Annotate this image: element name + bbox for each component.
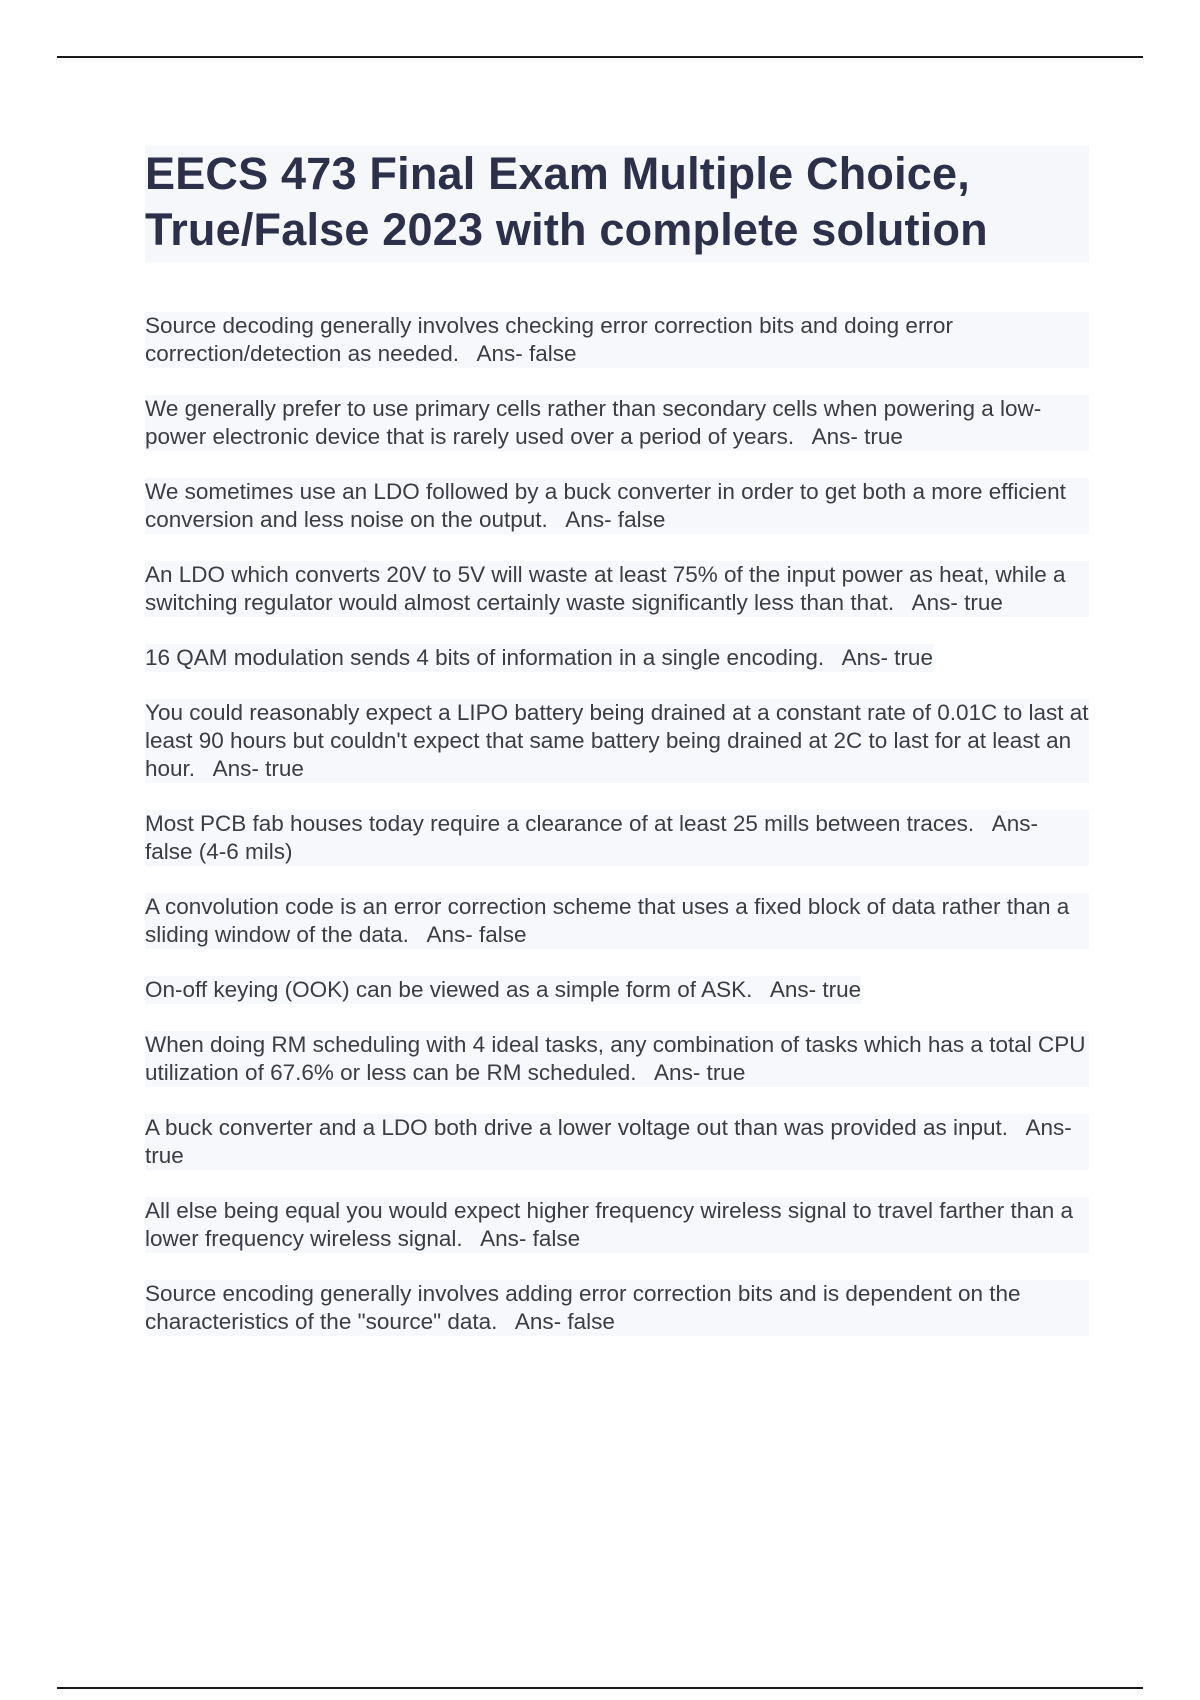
- qa-item: [145, 893, 1089, 949]
- answer-text: Ans- false: [514, 1309, 615, 1334]
- question-text: A convolution code is an error correction scheme that uses a fixed block of data rather than a sliding window of the data.: [145, 894, 1070, 947]
- page-title: EECS 473 Final Exam Multiple Choice, True/False 2023 with complete solution: [145, 148, 988, 255]
- question-text: A buck converter and a LDO both drive a lower voltage out than was provided as input.: [145, 1115, 1009, 1140]
- question-text: We sometimes use an LDO followed by a buck converter in order to get both a more efficient conversion and less noise on the output.: [145, 479, 1066, 532]
- answer-text: Ans- true: [841, 645, 933, 670]
- answer-text: Ans- true: [811, 424, 903, 449]
- answer-text: Ans- false: [480, 1226, 581, 1251]
- qa-item: [145, 1197, 1089, 1253]
- answer-text: Ans- false: [476, 341, 577, 366]
- qa-item: [145, 395, 1089, 451]
- qa-item: [145, 644, 933, 672]
- question-text: An LDO which converts 20V to 5V will waste at least 75% of the input power as heat, while a switching regulator would almost certainly waste significantly less than that.: [145, 562, 1066, 615]
- answer-text: Ans- false (4-6 mils): [145, 811, 1038, 864]
- question-text: We generally prefer to use primary cells rather than secondary cells when powering a low-power electronic device that is rarely used over a period of years.: [145, 396, 1042, 449]
- top-rule: [57, 56, 1143, 58]
- bottom-rule: [57, 1687, 1143, 1689]
- title-block: [145, 146, 1089, 262]
- question-text: 16 QAM modulation sends 4 bits of information in a single encoding.: [145, 645, 825, 670]
- qa-item: [145, 478, 1089, 534]
- answer-text: Ans- true: [212, 756, 304, 781]
- question-text: Source encoding generally involves adding error correction bits and is dependent on the characteristics of the "source" data.: [145, 1281, 1021, 1334]
- answer-text: Ans- true: [769, 977, 862, 1002]
- question-text: You could reasonably expect a LIPO battery being drained at a constant rate of 0.01C to last at least 90 hours but couldn't expect that same battery being drained at 2C to last for at least an hour.: [145, 700, 1089, 781]
- answer-text: Ans- true: [654, 1060, 746, 1085]
- qa-item: [145, 561, 1089, 617]
- qa-list: [145, 312, 1089, 1363]
- question-text: When doing RM scheduling with 4 ideal tasks, any combination of tasks which has a total CPU utilization of 67.6% or less can be RM scheduled.: [145, 1032, 1086, 1085]
- qa-item: [145, 312, 1089, 368]
- qa-item: [145, 810, 1089, 866]
- question-text: Most PCB fab houses today require a clearance of at least 25 mills between traces.: [145, 811, 975, 836]
- qa-item: [145, 1280, 1089, 1336]
- question-text: Source decoding generally involves checking error correction bits and doing error correction/detection as needed.: [145, 313, 953, 366]
- answer-text: Ans- false: [565, 507, 666, 532]
- answer-text: Ans- false: [426, 922, 527, 947]
- question-text: On-off keying (OOK) can be viewed as a simple form of ASK.: [145, 977, 753, 1002]
- answer-text: Ans- true: [145, 1115, 1072, 1168]
- answer-text: Ans- true: [911, 590, 1003, 615]
- question-text: All else being equal you would expect higher frequency wireless signal to travel farther than a lower frequency wireless signal.: [145, 1198, 1074, 1251]
- qa-item: [145, 699, 1089, 783]
- qa-item: [145, 1031, 1089, 1087]
- qa-item: [145, 976, 861, 1004]
- qa-item: [145, 1114, 1089, 1170]
